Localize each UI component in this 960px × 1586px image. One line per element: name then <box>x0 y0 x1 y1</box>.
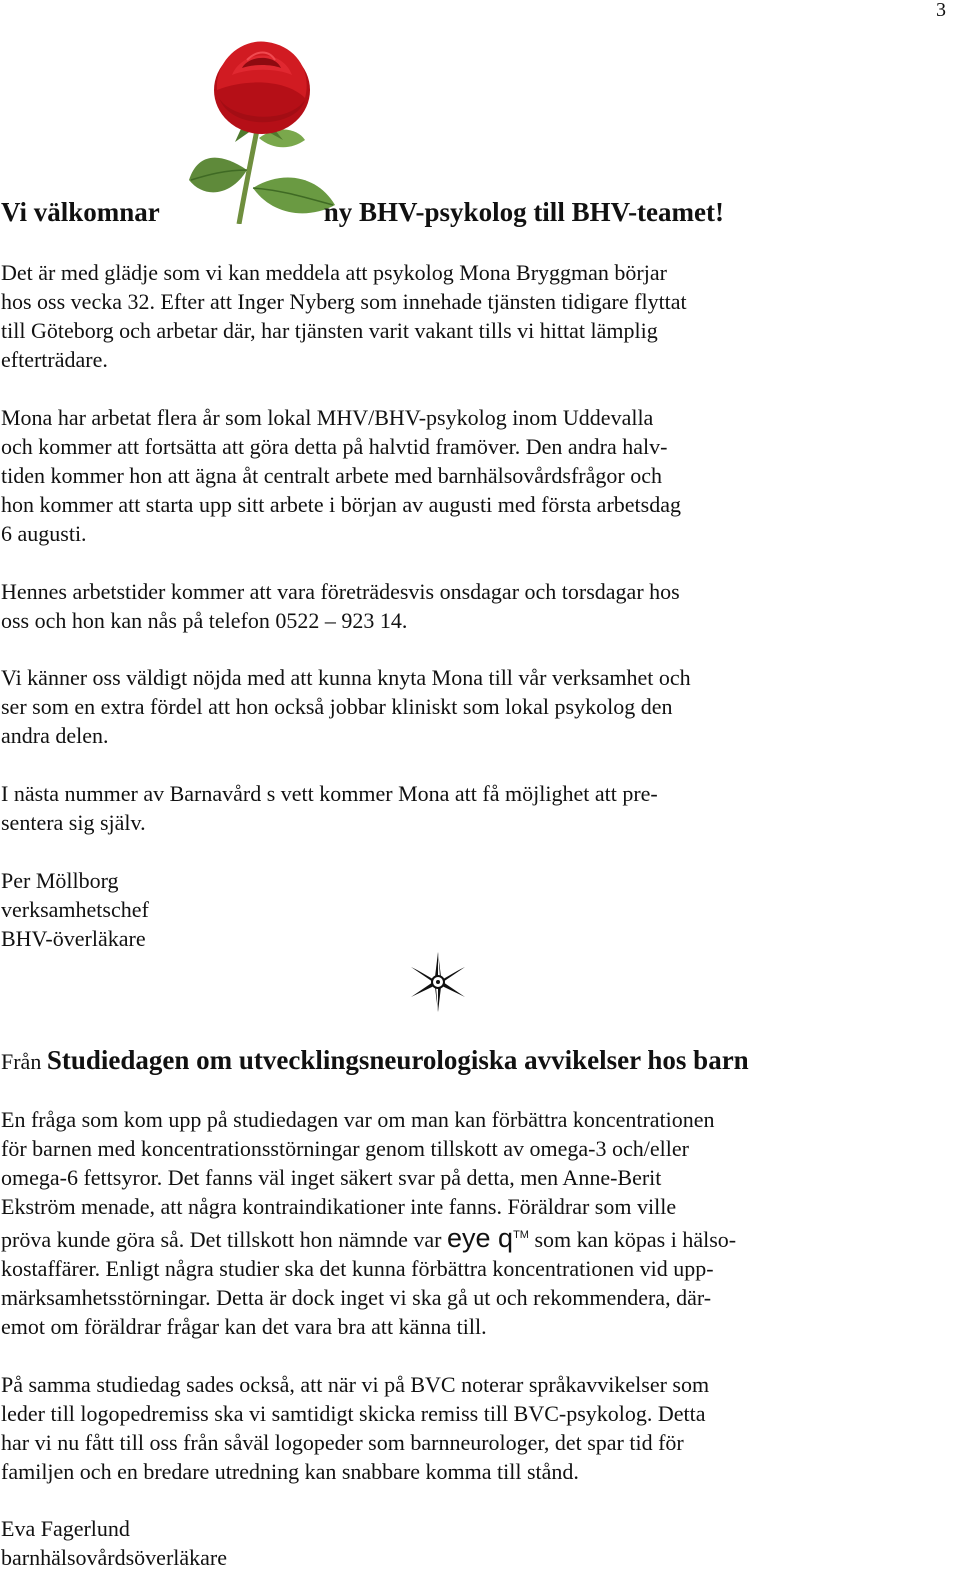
signature: Eva Fagerlund barnhälsovårdsöverläkare <box>1 1516 228 1570</box>
paragraph: Hennes arbetstider kommer att vara företrädesvis onsdagar och torsdagar hos oss och hon kan nås på telefon 0522 – 923 14. <box>1 579 680 633</box>
paragraph-text: En fråga som kom upp på studiedagen var om man kan förbättra koncentrationen för barnen med koncentrationsstörningar genom tillskott av omega-3 och/eller omega-6 fettsyror. Det fanns väl inget säkert svar på detta, men Anne-Berit Ekström menade, att några kontraindikationer inte fanns. Föräldrar som ville pröva kunde göra så. Det tillskott hon nämnde var <box>1 1107 715 1252</box>
paragraph: På samma studiedag sades också, att när vi på BVC noterar språkavvikelser som leder till logopedremiss ska vi samtidigt skicka remiss till BVC-psykolog. Detta har vi nu fått till oss från såväl logopeder som barnneurologer, det spar tid för familjen och en bredare utredning kan snabbare komma till stånd. <box>1 1372 710 1484</box>
star-ornament-icon <box>408 951 468 1013</box>
paragraph <box>1 1105 736 1341</box>
paragraph: I nästa nummer av Barnavård s vett kommer Mona att få möjlighet att pre- sentera sig själv. <box>1 781 658 835</box>
article-heading <box>1 1040 749 1085</box>
heading-part-before: Vi välkomnar <box>1 197 160 227</box>
page-number: 3 <box>936 0 946 21</box>
signature: Per Möllborg verksamhetschef BHV-överläkare <box>1 868 149 951</box>
article-heading <box>1 192 724 232</box>
paragraph-text: som kan köpas i hälso- kostaffärer. Enligt några studier ska det kunna förbättra koncentrationen vid upp- märksamhetsstörningar. Detta är dock inget vi ska gå ut och rekommendera, där- emot om föräldrar frågar kan det vara bra att känna till. <box>1 1227 737 1339</box>
heading-part-after: ny BHV-psykolog till BHV-teamet! <box>323 197 724 227</box>
paragraph: Det är med glädje som vi kan meddela att psykolog Mona Bryggman börjar hos oss vecka 32. Efter att Inger Nyberg som innehade tjänsten tidigare flyttat till Göteborg och arbetar där, har tjänsten varit vakant tills vi hittat lämplig efterträdare. <box>1 260 687 372</box>
product-name: eye q <box>447 1223 514 1253</box>
paragraph: Vi känner oss väldigt nöjda med att kunna knyta Mona till vår verksamhet och ser som en extra fördel att hon också jobbar kliniskt som lokal psykolog den andra delen. <box>1 665 691 748</box>
heading-prefix: Från <box>1 1049 47 1074</box>
heading-main: Studiedagen om utvecklingsneurologiska avvikelser hos barn <box>46 1045 749 1075</box>
trademark-symbol: TM <box>513 1229 529 1241</box>
paragraph: Mona har arbetat flera år som lokal MHV/BHV-psykolog inom Uddevalla och kommer att fortsätta att göra detta på halvtid framöver. Den andra halv- tiden kommer hon att ägna åt centralt arbete med barnhälsovårdsfrågor och hon kommer att starta upp sitt arbete i början av augusti med första arbetsdag 6 augusti. <box>1 405 681 546</box>
